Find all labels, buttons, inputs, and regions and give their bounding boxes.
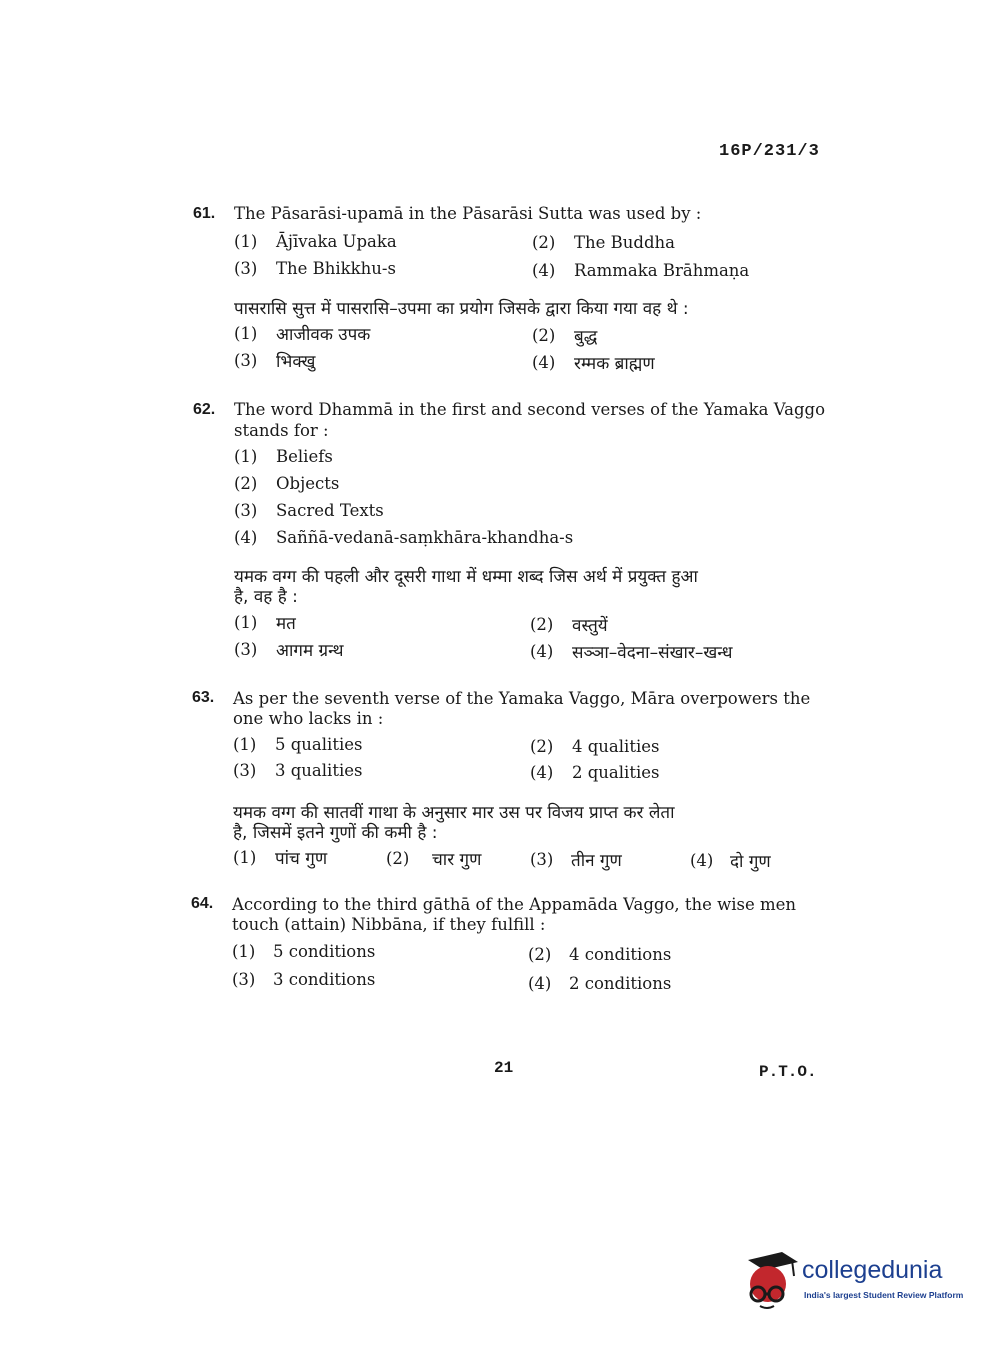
option-4-number-hi: (4): [690, 851, 714, 870]
option-1-text-hi: पांच गुण: [275, 849, 328, 869]
option-4-number-hi: (4): [530, 642, 554, 661]
option-3-text: Sacred Texts: [276, 501, 384, 520]
option-4-number: (4): [530, 763, 554, 782]
option-2-number-hi: (2): [530, 615, 554, 634]
paper-code: 16P/231/3: [719, 142, 820, 161]
question-text-en-line2: stands for :: [234, 421, 329, 440]
option-2-number-hi: (2): [386, 849, 410, 868]
option-2-text: The Buddha: [574, 233, 675, 252]
option-4-number: (4): [532, 261, 556, 280]
option-4-text-hi: सञ्ञा–वेदना–संखार–खन्ध: [572, 643, 733, 663]
option-4-number: (4): [528, 974, 552, 993]
option-3-number: (3): [234, 501, 258, 520]
option-4-text: 2 qualities: [572, 763, 660, 782]
pto-label: P.T.O.: [759, 1063, 817, 1081]
question-text-en: According to the third gāthā of the Appamāda Vaggo, the wise men: [232, 895, 797, 914]
option-2-text: 4 conditions: [569, 945, 672, 964]
option-1-number-hi: (1): [234, 324, 258, 343]
question-number: 61.: [193, 205, 216, 222]
question-text-hi-line2: है, वह है :: [234, 587, 298, 607]
option-4-text: 2 conditions: [569, 974, 672, 993]
option-3-number-hi: (3): [530, 850, 554, 869]
option-1-text: Ājīvaka Upaka: [276, 232, 397, 251]
brand-tagline: India's largest Student Review Platform: [804, 1290, 964, 1300]
option-1-number: (1): [233, 735, 257, 754]
question-text-hi: पासरासि सुत्त में पासरासि–उपमा का प्रयोग जिसके द्वारा किया गया वह थे :: [234, 299, 689, 319]
option-4-number-hi: (4): [532, 353, 556, 372]
question-text-en: The word Dhammā in the first and second verses of the Yamaka Vaggo: [234, 400, 826, 419]
option-3-text: 3 qualities: [275, 761, 363, 780]
question-text-en: The Pāsarāsi-upamā in the Pāsarāsi Sutta was used by :: [234, 204, 702, 223]
collegedunia-watermark: [742, 1250, 972, 1320]
option-2-text: 4 qualities: [572, 737, 660, 756]
option-1-number: (1): [234, 232, 258, 251]
question-number: 62.: [193, 401, 216, 418]
option-1-number-hi: (1): [233, 848, 257, 867]
option-4-text-hi: दो गुण: [730, 852, 771, 872]
option-3-text: The Bhikkhu-s: [276, 259, 396, 278]
mascot-logo-icon: [742, 1250, 800, 1312]
question-text-hi: यमक वग्ग की सातवीं गाथा के अनुसार मार उस पर विजय प्राप्त कर लेता: [233, 803, 675, 823]
option-1-number: (1): [234, 447, 258, 466]
option-3-number: (3): [234, 259, 258, 278]
question-text-hi-line2: है, जिसमें इतने गुणों की कमी है :: [233, 823, 438, 843]
option-1-text: 5 conditions: [273, 942, 376, 961]
option-3-text: 3 conditions: [273, 970, 376, 989]
option-2-number: (2): [532, 233, 556, 252]
option-2-number: (2): [234, 474, 258, 493]
question-text-en-line2: one who lacks in :: [233, 709, 384, 728]
question-text-en: As per the seventh verse of the Yamaka Vaggo, Māra overpowers the: [233, 689, 811, 708]
option-3-number: (3): [232, 970, 256, 989]
option-4-text: Saññā-vedanā-saṃkhāra-khandha-s: [276, 528, 574, 547]
option-2-text-hi: चार गुण: [432, 850, 482, 870]
option-1-text-hi: मत: [276, 614, 296, 634]
option-4-text-hi: रम्मक ब्राह्मण: [574, 354, 655, 374]
option-4-text: Rammaka Brāhmaṇa: [574, 261, 750, 280]
option-3-number-hi: (3): [234, 640, 258, 659]
option-1-number-hi: (1): [234, 613, 258, 632]
page-number: 21: [494, 1059, 514, 1077]
question-text-hi: यमक वग्ग की पहली और दूसरी गाथा में धम्मा शब्द जिस अर्थ में प्रयुक्त हुआ: [234, 567, 698, 587]
question-text-en-line2: touch (attain) Nibbāna, if they fulfill :: [232, 915, 546, 934]
option-1-text: Beliefs: [276, 447, 333, 466]
option-3-text-hi: तीन गुण: [571, 851, 622, 871]
option-3-number-hi: (3): [234, 351, 258, 370]
option-2-number: (2): [530, 737, 554, 756]
option-2-text-hi: वस्तुयें: [572, 616, 608, 636]
option-2-text-hi: बुद्ध: [574, 327, 598, 347]
option-2-number: (2): [528, 945, 552, 964]
option-1-text-hi: आजीवक उपक: [276, 325, 371, 345]
brand-name: collegedunia: [802, 1256, 943, 1284]
option-1-text: 5 qualities: [275, 735, 363, 754]
option-1-number: (1): [232, 942, 256, 961]
option-2-text: Objects: [276, 474, 340, 493]
option-3-text-hi: आगम ग्रन्थ: [276, 641, 344, 661]
option-2-number-hi: (2): [532, 326, 556, 345]
option-3-text-hi: भिक्खु: [276, 352, 316, 372]
option-3-number: (3): [233, 761, 257, 780]
option-4-number: (4): [234, 528, 258, 547]
question-number: 64.: [191, 895, 214, 912]
question-number: 63.: [192, 689, 215, 706]
